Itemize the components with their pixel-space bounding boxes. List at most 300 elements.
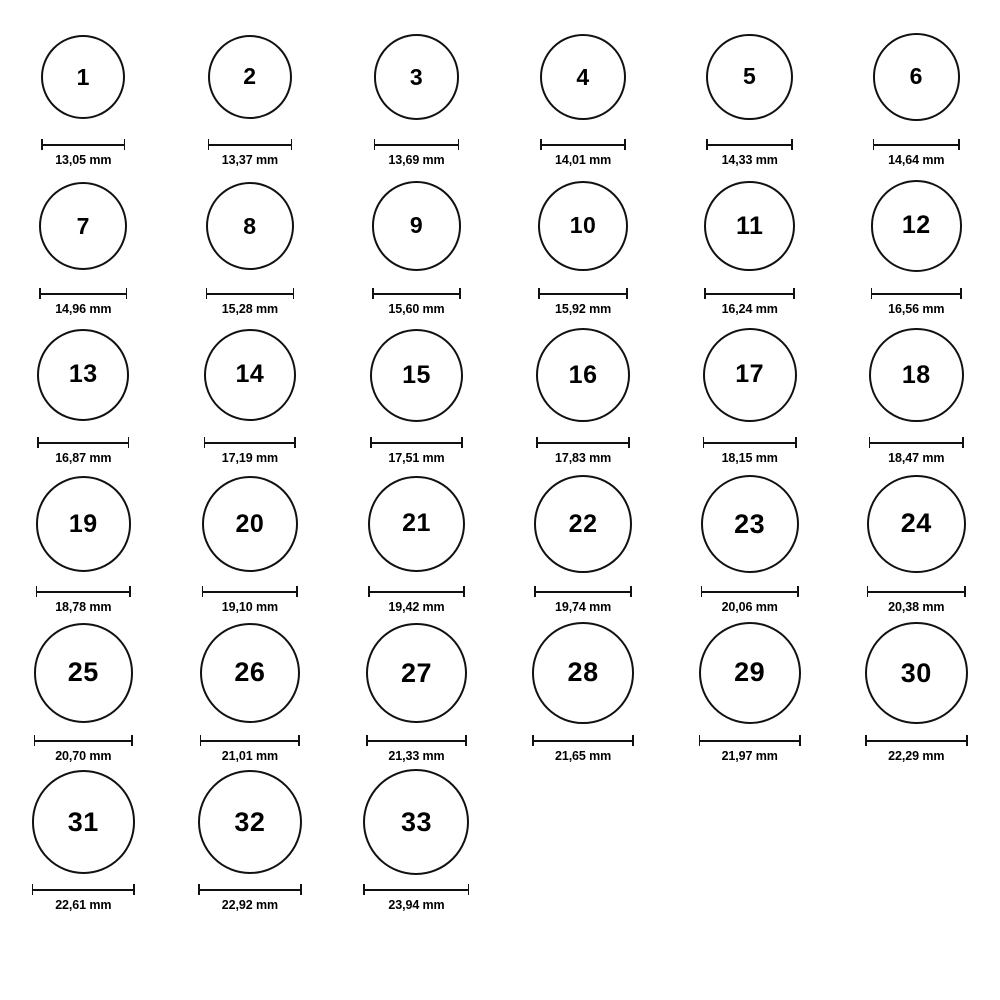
ring-size-cell[interactable] <box>500 469 667 614</box>
ring-size-number: 32 <box>234 806 266 837</box>
measure-line <box>36 591 132 593</box>
diameter-measure-bar <box>701 586 799 596</box>
measure-tick-left <box>202 586 204 597</box>
measure-tick-left <box>540 139 542 150</box>
measure-tick-right <box>962 437 964 448</box>
measure-tick-left <box>198 884 200 895</box>
diameter-measure-bar <box>208 139 293 149</box>
ring-size-number: 16 <box>568 360 598 389</box>
measure-tick-right <box>291 139 293 150</box>
diameter-measure-bar <box>536 437 630 447</box>
diameter-label: 18,78 mm <box>55 600 112 614</box>
ring-size-cell[interactable] <box>167 320 334 465</box>
measure-tick-left <box>532 735 534 746</box>
ring-row <box>0 469 1000 618</box>
diameter-label: 13,37 mm <box>221 153 278 167</box>
measure-tick-right <box>797 586 799 597</box>
measure-tick-left <box>34 735 36 746</box>
ring-size-number: 24 <box>900 508 932 539</box>
diameter-label: 20,70 mm <box>55 749 112 763</box>
measure-tick-right <box>300 884 302 895</box>
ring-size-number: 9 <box>409 212 424 239</box>
ring-size-number: 2 <box>243 63 257 90</box>
measure-tick-left <box>534 586 536 597</box>
ring-circle <box>206 182 295 271</box>
measure-tick-right <box>468 884 470 895</box>
ring-circle <box>363 769 469 875</box>
ring-size-cell[interactable] <box>167 171 334 316</box>
measure-line <box>200 740 300 742</box>
ring-circle <box>202 476 298 572</box>
ring-size-cell[interactable] <box>167 469 334 614</box>
measure-tick-left <box>39 288 41 299</box>
measure-line <box>368 591 465 593</box>
diameter-measure-bar <box>39 288 127 298</box>
diameter-label: 20,38 mm <box>888 600 945 614</box>
ring-size-cell[interactable] <box>500 618 667 763</box>
diameter-label: 17,83 mm <box>554 451 612 465</box>
measure-line <box>867 591 966 593</box>
measure-tick-right <box>133 884 135 895</box>
measure-tick-right <box>461 437 463 448</box>
ring-circle <box>41 35 125 119</box>
ring-size-number: 17 <box>735 360 765 389</box>
ring-circle-wrap <box>372 171 461 281</box>
ring-size-number: 31 <box>67 806 99 837</box>
ring-circle-wrap <box>699 618 801 728</box>
measure-tick-left <box>536 437 538 448</box>
ring-size-number: 3 <box>409 63 424 90</box>
measure-tick-left <box>206 288 208 299</box>
measure-tick-left <box>37 437 39 448</box>
diameter-measure-bar <box>865 735 968 745</box>
ring-circle <box>36 476 132 572</box>
measure-tick-left <box>869 437 871 448</box>
ring-circle-wrap <box>704 171 794 281</box>
ring-circle <box>703 328 797 422</box>
ring-size-cell[interactable] <box>333 171 500 316</box>
ring-circle-wrap <box>34 618 133 728</box>
measure-line <box>32 889 135 891</box>
ring-size-number: 20 <box>235 509 265 538</box>
ring-size-cell[interactable] <box>0 618 167 763</box>
ring-circle-wrap <box>37 320 129 430</box>
measure-line <box>536 442 630 444</box>
ring-circle-wrap <box>703 320 797 430</box>
ring-size-cell[interactable] <box>0 22 167 167</box>
ring-size-cell[interactable] <box>666 469 833 614</box>
diameter-measure-bar <box>34 735 133 745</box>
ring-circle-wrap <box>32 767 135 877</box>
diameter-measure-bar <box>871 288 962 298</box>
ring-circle-wrap <box>41 22 125 132</box>
measure-tick-right <box>624 139 626 150</box>
ring-size-number: 22 <box>568 509 598 538</box>
diameter-measure-bar <box>538 288 628 298</box>
measure-tick-left <box>368 586 370 597</box>
ring-size-cell[interactable] <box>666 320 833 465</box>
ring-size-cell[interactable] <box>0 469 167 614</box>
measure-line <box>704 293 794 295</box>
ring-circle <box>372 181 461 270</box>
ring-circle-wrap <box>363 767 469 877</box>
diameter-measure-bar <box>370 437 463 447</box>
diameter-measure-bar <box>867 586 966 596</box>
ring-size-cell[interactable] <box>500 22 667 167</box>
measure-tick-right <box>126 288 128 299</box>
ring-size-number: 7 <box>76 212 90 239</box>
diameter-label: 21,01 mm <box>221 749 278 763</box>
diameter-label: 23,94 mm <box>388 898 445 912</box>
diameter-label: 15,92 mm <box>554 302 612 316</box>
diameter-measure-bar <box>704 288 794 298</box>
measure-tick-right <box>632 735 634 746</box>
ring-size-number: 23 <box>734 508 766 539</box>
diameter-label: 19,74 mm <box>554 600 612 614</box>
measure-tick-left <box>36 586 38 597</box>
measure-tick-left <box>704 288 706 299</box>
diameter-label: 20,06 mm <box>721 600 778 614</box>
measure-tick-right <box>128 437 130 448</box>
measure-tick-right <box>799 735 801 746</box>
diameter-measure-bar <box>202 586 298 596</box>
ring-circle-wrap <box>534 469 632 579</box>
diameter-label: 22,92 mm <box>221 898 278 912</box>
ring-size-number: 33 <box>400 806 432 837</box>
ring-size-cell[interactable] <box>666 618 833 763</box>
ring-size-number: 18 <box>901 360 931 389</box>
ring-circle <box>208 35 293 120</box>
diameter-measure-bar <box>198 884 302 894</box>
measure-tick-right <box>459 288 461 299</box>
measure-tick-left <box>873 139 875 150</box>
diameter-label: 22,29 mm <box>888 749 945 763</box>
ring-size-cell[interactable] <box>333 618 500 763</box>
diameter-measure-bar <box>374 139 459 149</box>
ring-size-number: 8 <box>243 212 257 239</box>
ring-size-cell[interactable] <box>0 767 167 912</box>
measure-tick-left <box>200 735 202 746</box>
measure-line <box>39 293 127 295</box>
ring-circle-wrap <box>368 469 465 579</box>
measure-tick-right <box>964 586 966 597</box>
measure-line <box>374 144 459 146</box>
diameter-label: 13,69 mm <box>388 153 445 167</box>
ring-circle-wrap <box>869 320 964 430</box>
measure-tick-left <box>701 586 703 597</box>
ring-circle <box>699 622 801 724</box>
measure-line <box>532 740 633 742</box>
ring-circle <box>534 475 632 573</box>
diameter-measure-bar <box>204 437 296 447</box>
ring-circle-wrap <box>204 320 296 430</box>
ring-circle <box>873 33 960 120</box>
ring-circle <box>869 328 964 423</box>
measure-line <box>41 144 125 146</box>
measure-line <box>363 889 469 891</box>
ring-circle <box>204 329 296 421</box>
measure-tick-right <box>293 288 295 299</box>
ring-circle <box>32 770 135 873</box>
ring-size-cell[interactable] <box>167 618 334 763</box>
diameter-label: 19,10 mm <box>221 600 278 614</box>
ring-circle-wrap <box>873 22 960 132</box>
ring-row <box>0 171 1000 320</box>
measure-line <box>706 144 793 146</box>
measure-tick-left <box>374 139 376 150</box>
diameter-measure-bar <box>206 288 295 298</box>
diameter-label: 18,15 mm <box>721 451 778 465</box>
ring-circle <box>538 181 628 271</box>
measure-tick-right <box>463 586 465 597</box>
measure-tick-left <box>865 735 867 746</box>
ring-size-number: 27 <box>400 657 432 688</box>
ring-circle-wrap <box>206 171 295 281</box>
ring-size-number: 1 <box>76 63 90 90</box>
ring-size-cell[interactable] <box>833 618 1000 763</box>
diameter-measure-bar <box>540 139 626 149</box>
ring-size-number: 14 <box>235 360 265 389</box>
diameter-label: 22,61 mm <box>55 898 112 912</box>
ring-size-cell[interactable] <box>666 22 833 167</box>
diameter-measure-bar <box>869 437 964 447</box>
measure-tick-left <box>867 586 869 597</box>
ring-size-cell[interactable] <box>666 171 833 316</box>
ring-size-cell[interactable] <box>833 320 1000 465</box>
measure-tick-right <box>626 288 628 299</box>
measure-line <box>873 144 960 146</box>
measure-line <box>208 144 293 146</box>
diameter-label: 14,96 mm <box>55 302 112 316</box>
measure-line <box>871 293 962 295</box>
ring-size-number: 5 <box>743 63 757 90</box>
measure-tick-right <box>795 437 797 448</box>
ring-size-number: 21 <box>402 509 431 538</box>
diameter-measure-bar <box>706 139 793 149</box>
ring-size-cell[interactable] <box>167 22 334 167</box>
measure-tick-right <box>628 437 630 448</box>
measure-tick-right <box>298 735 300 746</box>
ring-circle <box>200 623 300 723</box>
ring-circle-wrap <box>374 22 459 132</box>
measure-tick-left <box>372 288 374 299</box>
diameter-measure-bar <box>534 586 632 596</box>
measure-tick-right <box>124 139 126 150</box>
ring-circle-wrap <box>198 767 302 877</box>
diameter-measure-bar <box>37 437 129 447</box>
ring-row <box>0 618 1000 767</box>
ring-circle <box>704 181 794 271</box>
diameter-label: 16,56 mm <box>888 302 945 316</box>
diameter-measure-bar <box>200 735 300 745</box>
measure-line <box>538 293 628 295</box>
ring-circle-wrap <box>867 469 966 579</box>
diameter-label: 15,28 mm <box>221 302 278 316</box>
measure-line <box>204 442 296 444</box>
ring-size-cell[interactable] <box>333 767 500 912</box>
ring-size-number: 26 <box>234 657 266 688</box>
diameter-measure-bar <box>41 139 125 149</box>
ring-size-number: 30 <box>900 657 932 688</box>
diameter-measure-bar <box>366 735 467 745</box>
ring-circle <box>374 34 459 119</box>
diameter-measure-bar <box>32 884 135 894</box>
ring-circle <box>34 623 133 722</box>
measure-tick-left <box>699 735 701 746</box>
ring-circle-wrap <box>701 469 799 579</box>
measure-tick-right <box>465 735 467 746</box>
ring-circle-wrap <box>532 618 633 728</box>
diameter-label: 14,01 mm <box>554 153 612 167</box>
measure-tick-left <box>703 437 705 448</box>
diameter-measure-bar <box>703 437 797 447</box>
measure-tick-left <box>208 139 210 150</box>
measure-tick-left <box>370 437 372 448</box>
measure-line <box>699 740 801 742</box>
ring-size-number: 29 <box>734 657 766 688</box>
ring-row <box>0 767 1000 916</box>
measure-tick-right <box>630 586 632 597</box>
ring-size-cell[interactable] <box>833 22 1000 167</box>
measure-line <box>202 591 298 593</box>
diameter-label: 14,33 mm <box>721 153 778 167</box>
diameter-label: 13,05 mm <box>55 153 112 167</box>
ring-circle-wrap <box>208 22 293 132</box>
ring-size-cell[interactable] <box>0 320 167 465</box>
diameter-label: 16,24 mm <box>721 302 778 316</box>
ring-circle <box>871 180 962 271</box>
ring-size-cell[interactable] <box>0 171 167 316</box>
diameter-label: 16,87 mm <box>55 451 112 465</box>
diameter-label: 18,47 mm <box>888 451 945 465</box>
ring-circle <box>536 328 630 422</box>
measure-tick-left <box>871 288 873 299</box>
ring-size-number: 4 <box>576 63 590 90</box>
diameter-measure-bar <box>368 586 465 596</box>
measure-tick-left <box>363 884 365 895</box>
ring-size-number: 15 <box>402 360 431 389</box>
ring-size-cell[interactable] <box>500 171 667 316</box>
measure-tick-right <box>793 288 795 299</box>
ring-circle <box>867 475 966 574</box>
measure-line <box>37 442 129 444</box>
ring-size-number: 12 <box>901 211 931 240</box>
diameter-label: 21,97 mm <box>721 749 778 763</box>
measure-tick-right <box>791 139 793 150</box>
ring-circle <box>532 622 633 723</box>
measure-tick-left <box>32 884 34 895</box>
measure-tick-right <box>296 586 298 597</box>
ring-size-number: 19 <box>68 509 98 538</box>
diameter-measure-bar <box>532 735 633 745</box>
diameter-label: 19,42 mm <box>388 600 445 614</box>
measure-tick-right <box>458 139 460 150</box>
ring-size-number: 10 <box>569 212 597 239</box>
ring-size-number: 6 <box>909 63 923 90</box>
ring-size-number: 13 <box>68 360 98 389</box>
diameter-measure-bar <box>873 139 960 149</box>
ring-size-cell[interactable] <box>833 171 1000 316</box>
ring-circle-wrap <box>706 22 793 132</box>
ring-circle <box>865 622 968 725</box>
measure-line <box>703 442 797 444</box>
ring-circle <box>540 34 626 120</box>
ring-circle <box>701 475 799 573</box>
diameter-label: 15,60 mm <box>388 302 445 316</box>
measure-line <box>206 293 295 295</box>
measure-line <box>865 740 968 742</box>
measure-tick-right <box>966 735 968 746</box>
ring-circle <box>370 329 463 422</box>
measure-line <box>198 889 302 891</box>
ring-circle-wrap <box>370 320 463 430</box>
ring-circle-wrap <box>36 469 132 579</box>
ring-circle-wrap <box>871 171 962 281</box>
diameter-measure-bar <box>699 735 801 745</box>
ring-row <box>0 22 1000 171</box>
ring-circle-wrap <box>536 320 630 430</box>
diameter-label: 21,33 mm <box>388 749 445 763</box>
ring-circle-wrap <box>538 171 628 281</box>
ring-circle <box>366 623 467 724</box>
ring-row <box>0 320 1000 469</box>
ring-size-cell[interactable] <box>833 469 1000 614</box>
measure-line <box>540 144 626 146</box>
diameter-label: 17,51 mm <box>388 451 445 465</box>
measure-line <box>534 591 632 593</box>
ring-size-cell[interactable] <box>167 767 334 912</box>
ring-circle <box>37 329 129 421</box>
ring-circle <box>198 770 302 874</box>
ring-circle-wrap <box>200 618 300 728</box>
ring-circle-wrap <box>202 469 298 579</box>
ring-size-cell[interactable] <box>333 469 500 614</box>
measure-tick-right <box>294 437 296 448</box>
diameter-label: 17,19 mm <box>221 451 278 465</box>
measure-line <box>366 740 467 742</box>
ring-circle-wrap <box>39 171 127 281</box>
ring-size-number: 25 <box>67 657 99 688</box>
measure-tick-right <box>131 735 133 746</box>
measure-tick-right <box>958 139 960 150</box>
diameter-measure-bar <box>372 288 461 298</box>
measure-tick-left <box>366 735 368 746</box>
ring-circle <box>706 34 793 121</box>
ring-size-number: 28 <box>567 657 599 688</box>
measure-line <box>370 442 463 444</box>
measure-tick-left <box>706 139 708 150</box>
measure-tick-left <box>204 437 206 448</box>
diameter-label: 21,65 mm <box>554 749 612 763</box>
ring-circle-wrap <box>540 22 626 132</box>
ring-size-number: 11 <box>735 211 764 240</box>
measure-tick-left <box>538 288 540 299</box>
ring-size-cell[interactable] <box>500 320 667 465</box>
measure-line <box>701 591 799 593</box>
ring-size-cell[interactable] <box>333 320 500 465</box>
diameter-measure-bar <box>36 586 132 596</box>
ring-circle <box>368 476 465 573</box>
diameter-label: 14,64 mm <box>888 153 945 167</box>
ring-circle-wrap <box>366 618 467 728</box>
ring-circle <box>39 182 127 270</box>
ring-size-cell[interactable] <box>333 22 500 167</box>
ring-circle-wrap <box>865 618 968 728</box>
measure-tick-right <box>960 288 962 299</box>
measure-line <box>869 442 964 444</box>
measure-line <box>34 740 133 742</box>
measure-tick-right <box>129 586 131 597</box>
